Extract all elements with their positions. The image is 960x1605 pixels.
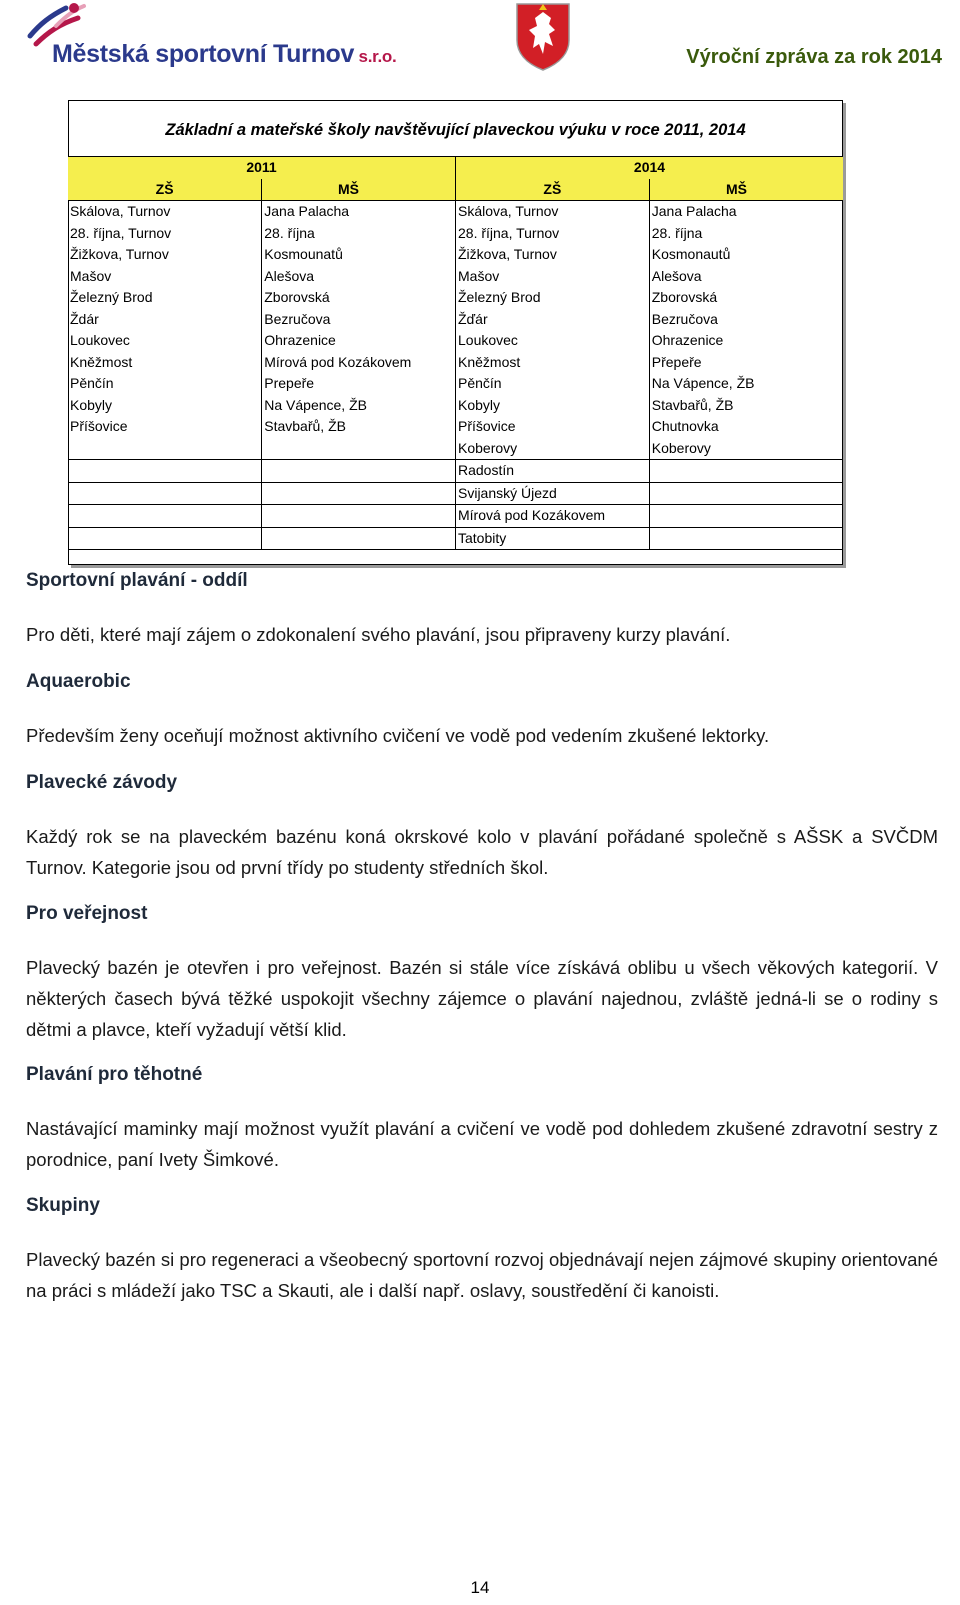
- table-cell: Skálova, Turnov: [68, 201, 262, 223]
- table-cell: [262, 460, 456, 483]
- table-cell: Kosmonautů: [651, 246, 731, 262]
- table-cell: Prepeře: [262, 373, 456, 395]
- table-cell: Mírová pod Kozákovem: [262, 352, 456, 374]
- table-cell: Tatobity: [456, 527, 650, 550]
- table-cell: [68, 527, 262, 550]
- table-cell: Chutnovka: [651, 418, 719, 434]
- table-cell: Žďár: [456, 309, 650, 331]
- table-row: [68, 201, 843, 223]
- table-cell: Alešova: [651, 267, 702, 284]
- table-cell: [262, 438, 456, 460]
- table-cell: [262, 482, 456, 505]
- table-row: [68, 287, 843, 309]
- section-heading: Skupiny: [26, 1195, 100, 1216]
- table-cell: 28. října: [651, 224, 703, 241]
- table-cell: Jana Palacha: [651, 203, 737, 219]
- table-cell: Koberovy: [456, 438, 650, 460]
- table-cell: Žižkova, Turnov: [456, 244, 650, 266]
- table-row: [68, 266, 843, 288]
- schools-table-box: [68, 100, 843, 565]
- table-cell: Zborovská: [651, 289, 718, 305]
- table-cell: [649, 482, 843, 505]
- table-row: [68, 438, 843, 460]
- table-cell: Na Vápence, ŽB: [651, 375, 755, 391]
- table-cell: [262, 505, 456, 528]
- table-cell: Kněžmost: [68, 352, 262, 374]
- table-cell: Koberovy: [649, 438, 843, 460]
- section-heading: Sportovní plavání - oddíl: [26, 570, 248, 591]
- section-heading: Plavecké závody: [26, 772, 178, 793]
- section-paragraph: Pro děti, které mají zájem o zdokonalení svého plavání, jsou připraveny kurzy plavání.: [26, 624, 731, 645]
- table-cell: Kněžmost: [456, 352, 650, 374]
- logo-main: Městská sportovní Turnov: [52, 40, 355, 68]
- table-cell: Radostín: [456, 460, 650, 483]
- table-cell: Příšovice: [68, 416, 262, 438]
- table-cell: [262, 527, 456, 550]
- coat-of-arms-icon: [513, 0, 573, 72]
- table-cell: Na Vápence, ŽB: [262, 395, 456, 417]
- table-row: [68, 416, 843, 438]
- section-paragraph: Především ženy oceňují možnost aktivního cvičení ve vodě pod vedením zkušené lektorky.: [26, 725, 770, 746]
- table-cell: Kobyly: [68, 395, 262, 417]
- section-paragraph: Nastávající maminky mají možnost využít plavání a cvičení ve vodě pod dohledem zkušené zdravotní sestry z porodnice, paní Ivety Šimkové.: [26, 1118, 938, 1170]
- table-cell: Přepeře: [651, 353, 702, 370]
- table-cell: Kobyly: [456, 395, 650, 417]
- table-row: [68, 244, 843, 266]
- table-cell: Příšovice: [456, 416, 650, 438]
- table-cell: 28. října, Turnov: [68, 223, 262, 245]
- table-row: [68, 460, 843, 483]
- table-row: [68, 505, 843, 528]
- section-heading: Pro veřejnost: [26, 903, 148, 924]
- table-cell: Žižkova, Turnov: [68, 244, 262, 266]
- table-row: [68, 352, 843, 374]
- table-cell: Ohrazenice: [651, 332, 724, 348]
- table-cell: Bezručova: [262, 309, 456, 331]
- table-cell: Kosmounatů: [262, 244, 456, 266]
- table-cell: Železný Brod: [456, 287, 650, 309]
- table-cell: Alešova: [262, 266, 456, 288]
- table-cell: 28. října, Turnov: [456, 223, 650, 245]
- table-cell: Svijanský Újezd: [456, 482, 650, 505]
- page-header: [0, 0, 960, 80]
- logo-text: [52, 40, 396, 69]
- table-cell: Loukovec: [68, 330, 262, 352]
- table-cell: Mašov: [68, 266, 262, 288]
- table-cell: Stavbařů, ŽB: [651, 396, 734, 413]
- table-cell: Zborovská: [262, 287, 456, 309]
- table-cell: 28. října: [262, 223, 456, 245]
- report-title: Výroční zpráva za rok 2014: [686, 46, 942, 68]
- table-cell: Pěnčín: [68, 373, 262, 395]
- table-row: [68, 373, 843, 395]
- table-cell: Ždár: [68, 309, 262, 331]
- table-cell: Bezručova: [651, 310, 718, 327]
- table-row: [68, 527, 843, 550]
- table-cell: [68, 482, 262, 505]
- table-row: [68, 309, 843, 331]
- table-title: Základní a mateřské školy navštěvující plaveckou výuku v roce 2011, 2014: [165, 121, 746, 139]
- school-type-header: ZŠ: [456, 179, 650, 201]
- table-cell: Železný Brod: [68, 287, 262, 309]
- table-row: [68, 223, 843, 245]
- table-cell: Stavbařů, ŽB: [262, 416, 456, 438]
- table-cell: Pěnčín: [456, 373, 650, 395]
- page-number: 14: [470, 1578, 490, 1597]
- table-cell: [649, 460, 843, 483]
- table-cell: Jana Palacha: [262, 201, 456, 223]
- table-cell: [68, 505, 262, 528]
- year-header-1: 2014: [456, 157, 844, 179]
- table-cell: Loukovec: [456, 330, 650, 352]
- school-type-header: ZŠ: [68, 179, 262, 201]
- school-type-header: MŠ: [262, 179, 456, 201]
- section-heading: Aquaerobic: [26, 671, 131, 692]
- section-paragraph: Každý rok se na plaveckém bazénu koná okrskové kolo v plavání pořádané společně s AŠSK a SVČDM Turnov. Kategorie jsou od první třídy po studenty středních škol.: [26, 826, 938, 878]
- section-paragraph: Plavecký bazén je otevřen i pro veřejnost. Bazén si stále více získává oblibu u všech věkových kategorií. V některých časech bývá těžké uspokojit všechny zájemce o plavání najednou, zvláště jedná-li se o rodiny s dětmi a plavce, kteří vyžadují větší klid.: [26, 957, 938, 1040]
- year-header-0: 2011: [68, 157, 456, 179]
- table-row: [68, 330, 843, 352]
- section-paragraph: Plavecký bazén si pro regeneraci a všeobecný sportovní rozvoj objednávají nejen zájmové skupiny orientované na práci s mládeží jako TSC a Skauti, ale i další např. oslavy, soustředění či kanoisti.: [26, 1249, 938, 1301]
- table-cell: [68, 438, 262, 460]
- schools-table: [68, 156, 843, 550]
- school-type-header: MŠ: [649, 179, 843, 201]
- table-cell: Mírová pod Kozákovem: [456, 505, 650, 528]
- table-row: [68, 482, 843, 505]
- logo-suffix: s.r.o.: [354, 47, 397, 66]
- company-logo: [26, 2, 426, 72]
- table-cell: Ohrazenice: [262, 330, 456, 352]
- table-cell: [68, 460, 262, 483]
- section-heading: Plavání pro těhotné: [26, 1064, 203, 1085]
- table-cell: Skálova, Turnov: [456, 201, 650, 223]
- table-row: [68, 395, 843, 417]
- table-cell: [649, 505, 843, 528]
- table-cell: [649, 527, 843, 550]
- table-cell: Mašov: [456, 266, 650, 288]
